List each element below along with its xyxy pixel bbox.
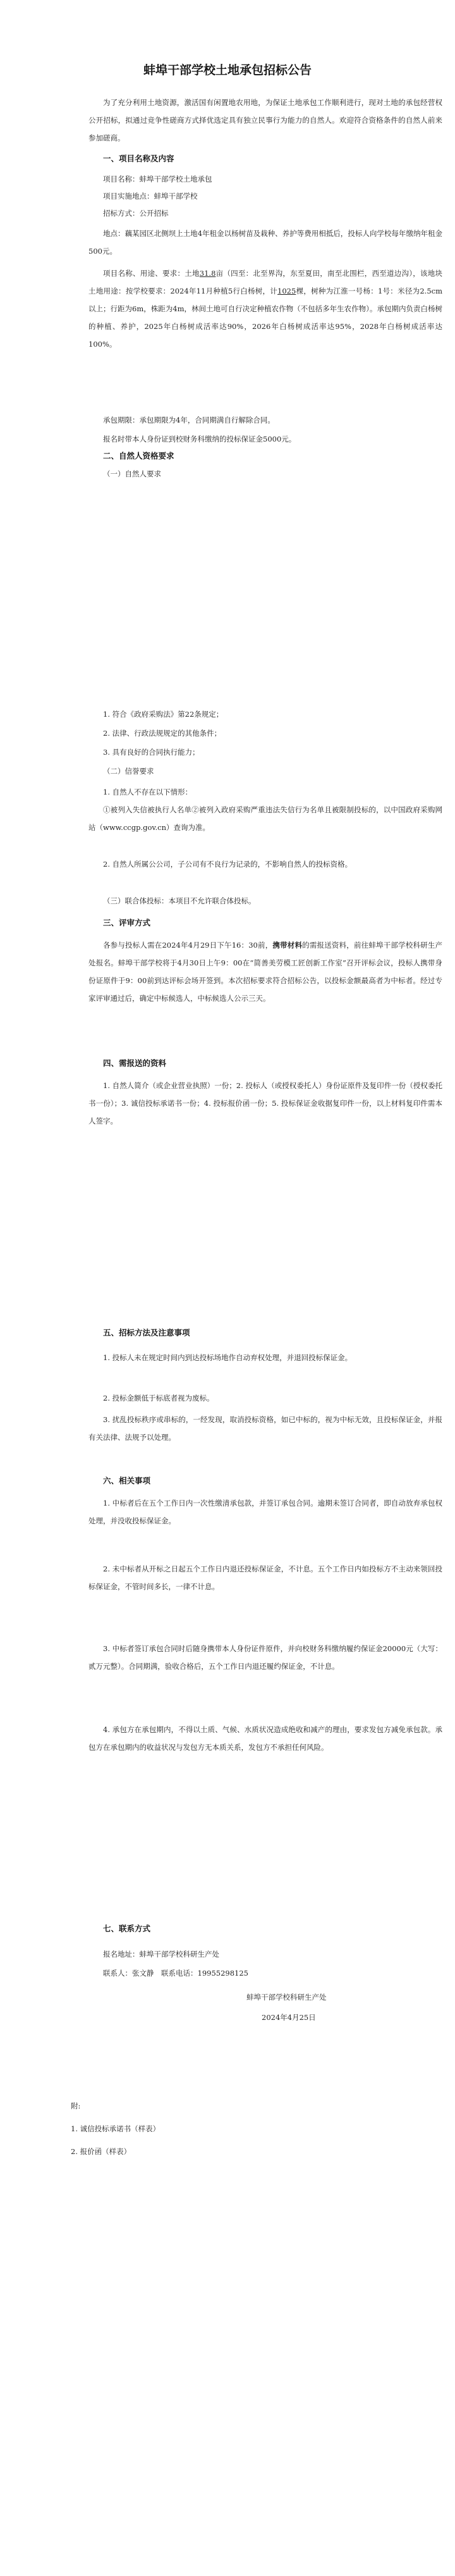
contact-person: 联系人：张文静 联系电话：19955298125 — [103, 1969, 248, 1978]
issue-date: 2024年4月25日 — [262, 2013, 316, 2022]
section-1-heading: 一、项目名称及内容 — [103, 154, 174, 163]
evaluation-text-b: 的需报送资料，前往蚌埠干部学校科研生产处报名。蚌埠干部学校将于4月30日上午9：00在“简善美劳模工匠创新工作室”召开评标会议，投标人携带身份证原件于9：00前到达评标会场开签到。本次招标要求符合招标公告，以投标金额最高者为中标者。经过专家评审通过后，确定中标候选人，中标候选人公示三天。 — [88, 941, 443, 1003]
intro-paragraph: 为了充分利用土地资源，激活国有闲置地农用地，为保证土地承包工作顺利进行，现对土地的承包经营权公开招标，拟通过竞争性磋商方式择优选定具有独立民事行为能力的自然人。欢迎符合资格条件的自然人前来参加磋商。 — [88, 98, 442, 142]
project-location: 地点：藕某园区北侧坝上土地4年租金以杨树苗及栽种、养护等费用相抵后，投标人向学校每年缴纳年租金500元。 — [88, 229, 442, 256]
matters-item-4: 4. 承包方在承包期内，不得以土质、气候、水质状况造成绝收和减产的理由，要求发包方减免承包款。承包方在承包期内的收益状况与发包方无本质关系，发包方不承担任何风险。 — [88, 1725, 442, 1752]
evaluation-body — [88, 936, 442, 1007]
section-5-heading: 五、招标方法及注意事项 — [103, 1328, 190, 1337]
requirement-sub-3: （三）联合体投标：本项目不允许联合体投标。 — [103, 896, 256, 905]
evaluation-text-a: 各参与投标人需在2024年4月29日下午16：30前， — [103, 941, 273, 950]
section-2-heading: 二、自然人资格要求 — [103, 451, 174, 461]
matters-item-3: 3. 中标者签订承包合同时后随身携带本人身份证件原件，并向校财务科缴纳履约保证金20000元（大写：贰万元整）。合同期满，验收合格后，五个工作日内退还履约保证金，不计息。 — [88, 1644, 442, 1671]
matters-item-2: 2. 未中标者从开标之日起五个工作日内退还投标保证金，不计息。五个工作日内如投标方不主动来领回投标保证金，不管时间多长，一律不计息。 — [88, 1564, 442, 1591]
project-method: 招标方式：公开招标 — [103, 209, 169, 218]
method-item-2: 2. 投标金额低于标底者视为废标。 — [103, 1394, 214, 1403]
section-6-heading: 六、相关事项 — [103, 1476, 151, 1485]
credit-item-2: 2. 自然人所属公公司，子公司有不良行为记录的，不影响自然人的投标资格。 — [103, 860, 353, 869]
requirement-item-3: 3. 具有良好的合同执行能力； — [103, 748, 200, 757]
attachments-label: 附: — [71, 2102, 81, 2110]
attachment-2: 2. 报价函（样表） — [71, 2147, 131, 2156]
evaluation-bold: 携带材料 — [272, 941, 303, 950]
section-4-heading: 四、需报送的资料 — [103, 1058, 167, 1068]
use-text-b: 亩（四至：北至界沟，东至夏田，南至北围栏，西至道边沟），该地块土地用途：按学校要求：2024年11月种植5行白杨树，计 — [88, 269, 443, 295]
method-item-1: 1. 投标人未在规定时间内到达投标场地作自动弃权处理，并退回投标保证金。 — [103, 1353, 353, 1362]
project-use — [88, 264, 442, 353]
requirement-sub-1: （一）自然人要求 — [103, 469, 161, 478]
section-3-heading: 三、评审方式 — [103, 918, 151, 927]
materials-body: 1. 自然人简介（或企业营业执照）一份；2. 投标人（或授权委托人）身份证原件及复印件一份（授权委托书一份）；3. 诚信投标承诺书一份；4. 投标报价函一份；5. 投标保证金收据复印件一份，以上材料复印件需本人签字。 — [88, 1081, 442, 1125]
requirement-item-2: 2. 法律、行政法规规定的其他条件； — [103, 729, 222, 738]
credit-intro: 1. 自然人不存在以下情形： — [103, 788, 193, 796]
attachment-1: 1. 诚信投标承诺书（样表） — [71, 2124, 161, 2133]
contact-address: 报名地址：蚌埠干部学校科研生产处 — [103, 1950, 219, 1959]
bid-deposit: 报名时带本人身份证到校财务科缴纳的投标保证金5000元。 — [103, 435, 296, 443]
use-text-c: 棵，树种为江淮一号杨：1号：米径为2.5cm以上；行距为6m，株距为4m，林间土地可自行决定种植农作物（不包括多年生农作物）。承包期内负责白杨树的种植、养护，2025年白杨树成活率达90%，2026年白杨树成活率达95%，2028年白杨树成活率达100%。 — [88, 287, 442, 349]
credit-body: ①被列入失信被执行人名单②被列入政府采购严重违法失信行为名单且被限制投标的，以中国政府采购网站（www.ccgp.gov.cn）查询为准。 — [88, 805, 442, 832]
contract-period: 承包期限：承包期限为4年，合同期满自行解除合同。 — [103, 416, 275, 424]
project-unit: 项目实施地点：蚌埠干部学校 — [103, 192, 198, 201]
page-title: 蚌埠干部学校土地承包招标公告 — [143, 63, 312, 77]
method-item-3: 3. 扰乱投标秩序或串标的，一经发现，取消投标资格，如已中标的，视为中标无效，且投标保证金，并报有关法律、法规予以处理。 — [88, 1415, 442, 1442]
project-name: 项目名称：蚌埠干部学校土地承包 — [103, 175, 212, 183]
requirement-item-1: 1. 符合《政府采购法》第22条规定； — [103, 710, 224, 719]
section-7-heading: 七、联系方式 — [103, 1924, 151, 1933]
requirement-sub-2: （二）信誉要求 — [103, 767, 154, 776]
use-count: 1025 — [277, 287, 296, 295]
matters-item-1: 1. 中标者后在五个工作日内一次性缴清承包款，并签订承包合同。逾期未签订合同者，即自动放弃承包权处理，并没收投标保证金。 — [88, 1499, 442, 1525]
use-text-a: 项目名称、用途、要求：土地 — [103, 269, 200, 278]
use-area: 31.8 — [199, 269, 216, 278]
issuer-org: 蚌埠干部学校科研生产处 — [246, 1993, 327, 2002]
